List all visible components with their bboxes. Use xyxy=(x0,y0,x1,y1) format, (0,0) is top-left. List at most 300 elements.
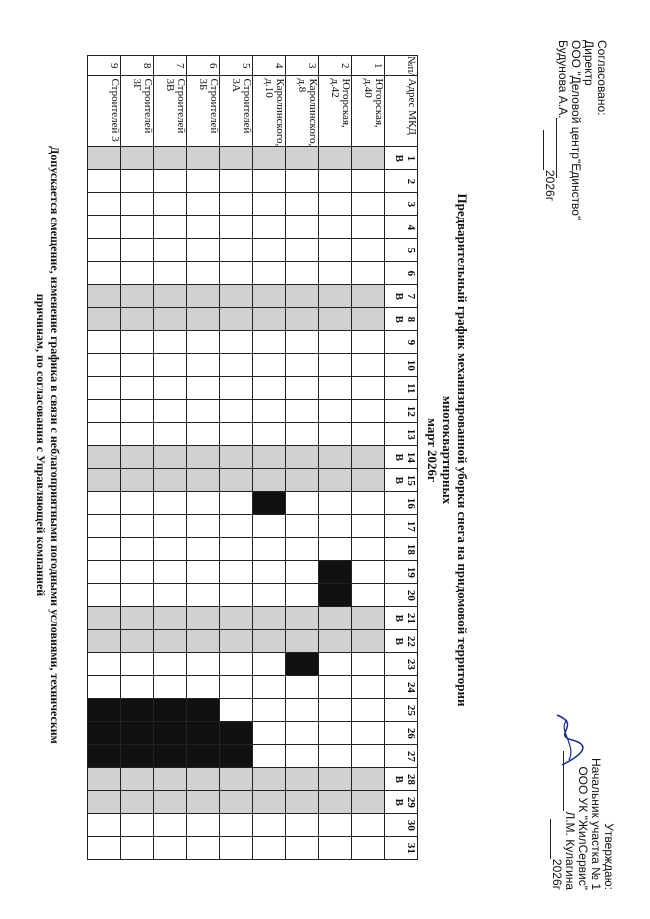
cell-empty xyxy=(121,216,154,239)
cell-empty xyxy=(88,561,121,584)
cell-empty xyxy=(253,170,286,193)
cell-empty xyxy=(154,538,187,561)
cell-empty xyxy=(352,239,385,262)
cell-empty xyxy=(253,216,286,239)
cell-empty xyxy=(352,630,385,653)
cell-empty xyxy=(319,515,352,538)
approval-left-line3: ООО "Деловой центр"Единство" xyxy=(569,40,583,221)
day-number: 28 xyxy=(405,773,417,785)
cell-empty xyxy=(187,676,220,699)
cell-empty xyxy=(253,423,286,446)
cell-empty xyxy=(286,791,319,814)
row-number: 2 xyxy=(319,56,352,76)
cell-empty xyxy=(319,262,352,285)
weekend-mark: В xyxy=(393,292,405,300)
cell-scheduled xyxy=(88,722,121,745)
header-day-25 xyxy=(385,699,418,722)
cell-empty xyxy=(187,607,220,630)
cell-empty xyxy=(220,607,253,630)
cell-empty xyxy=(286,561,319,584)
cell-empty xyxy=(88,607,121,630)
cell-empty xyxy=(286,400,319,423)
cell-empty xyxy=(319,170,352,193)
cell-empty xyxy=(286,676,319,699)
header-day-5 xyxy=(385,239,418,262)
cell-empty xyxy=(187,791,220,814)
day-number: 17 xyxy=(405,520,417,532)
cell-empty xyxy=(286,699,319,722)
cell-empty xyxy=(88,354,121,377)
day-number: 6 xyxy=(405,270,417,277)
cell-scheduled xyxy=(286,653,319,676)
cell-empty xyxy=(154,492,187,515)
cell-empty xyxy=(154,193,187,216)
row-address: Каролинского, д.10 xyxy=(253,76,286,147)
approval-left-year: 2026г xyxy=(543,40,556,300)
cell-empty xyxy=(187,239,220,262)
cell-empty xyxy=(352,791,385,814)
cell-empty xyxy=(352,262,385,285)
cell-empty xyxy=(220,515,253,538)
row-address: Югорская, д.42 xyxy=(319,76,352,147)
day-number: 5 xyxy=(405,247,417,254)
header-day-19 xyxy=(385,561,418,584)
cell-empty xyxy=(220,354,253,377)
weekend-mark: В xyxy=(393,476,405,484)
cell-empty xyxy=(121,193,154,216)
cell-empty xyxy=(253,193,286,216)
approval-left-line1: Согласовано: xyxy=(595,40,609,116)
cell-empty xyxy=(187,262,220,285)
cell-empty xyxy=(220,837,253,860)
cell-scheduled xyxy=(121,745,154,768)
table-row xyxy=(352,56,385,860)
cell-empty xyxy=(88,239,121,262)
cell-empty xyxy=(121,814,154,837)
title-line2: март 2026г xyxy=(425,418,440,482)
cell-empty xyxy=(187,814,220,837)
day-number: 20 xyxy=(405,589,417,601)
day-number: 7 xyxy=(405,293,417,300)
cell-empty xyxy=(121,791,154,814)
cell-empty xyxy=(154,515,187,538)
cell-empty xyxy=(121,630,154,653)
cell-empty xyxy=(88,285,121,308)
cell-scheduled xyxy=(319,584,352,607)
cell-empty xyxy=(220,147,253,170)
cell-empty xyxy=(253,791,286,814)
cell-empty xyxy=(88,308,121,331)
cell-empty xyxy=(220,285,253,308)
cell-empty xyxy=(121,147,154,170)
cell-empty xyxy=(154,170,187,193)
cell-empty xyxy=(220,791,253,814)
header-day-1 xyxy=(385,147,418,170)
cell-empty xyxy=(220,630,253,653)
cell-empty xyxy=(187,768,220,791)
document-title xyxy=(425,150,470,750)
approval-right-name: Л.М. Кулагина xyxy=(563,811,577,890)
cell-scheduled xyxy=(121,699,154,722)
cell-empty xyxy=(319,446,352,469)
cell-empty xyxy=(88,492,121,515)
cell-empty xyxy=(220,584,253,607)
approval-left-name: Будунова А.А. xyxy=(556,40,570,119)
cell-empty xyxy=(121,354,154,377)
row-number: 8 xyxy=(121,56,154,76)
cell-empty xyxy=(319,630,352,653)
header-day-3 xyxy=(385,193,418,216)
header-day-9 xyxy=(385,331,418,354)
cell-empty xyxy=(352,446,385,469)
header-day-7 xyxy=(385,285,418,308)
cell-empty xyxy=(88,791,121,814)
day-number: 18 xyxy=(405,543,417,555)
cell-scheduled xyxy=(187,722,220,745)
cell-empty xyxy=(154,607,187,630)
cell-empty xyxy=(286,722,319,745)
day-number: 23 xyxy=(405,658,417,670)
cell-empty xyxy=(352,423,385,446)
cell-empty xyxy=(286,492,319,515)
cell-empty xyxy=(352,331,385,354)
row-address: Строителей 3В xyxy=(154,76,187,147)
cell-empty xyxy=(154,216,187,239)
cell-empty xyxy=(319,216,352,239)
row-address: Каролинского, д.8 xyxy=(286,76,319,147)
cell-empty xyxy=(220,216,253,239)
cell-empty xyxy=(187,170,220,193)
table-body xyxy=(88,56,385,860)
cell-empty xyxy=(319,607,352,630)
cell-empty xyxy=(352,676,385,699)
cell-empty xyxy=(352,400,385,423)
cell-empty xyxy=(286,630,319,653)
approval-block-left xyxy=(543,40,608,300)
table-row xyxy=(121,56,154,860)
cell-empty xyxy=(121,492,154,515)
cell-empty xyxy=(220,676,253,699)
cell-empty xyxy=(253,446,286,469)
day-number: 26 xyxy=(405,727,417,739)
weekend-mark: В xyxy=(393,798,405,806)
cell-empty xyxy=(154,653,187,676)
cell-empty xyxy=(220,262,253,285)
cell-empty xyxy=(121,538,154,561)
cell-empty xyxy=(220,699,253,722)
cell-empty xyxy=(121,423,154,446)
row-address: Строителей 3 xyxy=(88,76,121,147)
cell-empty xyxy=(88,331,121,354)
cell-empty xyxy=(187,285,220,308)
table-row xyxy=(286,56,319,860)
cell-scheduled xyxy=(319,561,352,584)
weekend-mark: В xyxy=(393,775,405,783)
cell-empty xyxy=(253,653,286,676)
cell-empty xyxy=(352,170,385,193)
cell-scheduled xyxy=(88,745,121,768)
cell-empty xyxy=(220,423,253,446)
header-day-22 xyxy=(385,630,418,653)
cell-empty xyxy=(253,469,286,492)
cell-empty xyxy=(154,837,187,860)
header-day-8 xyxy=(385,308,418,331)
cell-empty xyxy=(187,446,220,469)
cell-empty xyxy=(154,400,187,423)
cell-empty xyxy=(88,768,121,791)
cell-empty xyxy=(319,722,352,745)
cell-empty xyxy=(88,676,121,699)
cell-empty xyxy=(286,239,319,262)
approval-right-line1: Утверждаю: xyxy=(602,823,616,890)
cell-empty xyxy=(286,170,319,193)
cell-empty xyxy=(253,515,286,538)
day-number: 24 xyxy=(405,681,417,693)
day-number: 19 xyxy=(405,566,417,578)
cell-scheduled xyxy=(154,722,187,745)
cell-empty xyxy=(154,791,187,814)
cell-empty xyxy=(352,584,385,607)
table-row xyxy=(154,56,187,860)
cell-empty xyxy=(253,262,286,285)
cell-empty xyxy=(88,584,121,607)
cell-empty xyxy=(286,837,319,860)
cell-empty xyxy=(253,377,286,400)
cell-empty xyxy=(220,492,253,515)
cell-empty xyxy=(187,653,220,676)
cell-scheduled xyxy=(220,722,253,745)
cell-empty xyxy=(187,400,220,423)
cell-empty xyxy=(187,354,220,377)
day-number: 14 xyxy=(405,451,417,463)
cell-empty xyxy=(154,285,187,308)
cell-empty xyxy=(220,538,253,561)
cell-empty xyxy=(286,147,319,170)
cell-empty xyxy=(220,170,253,193)
cell-empty xyxy=(121,377,154,400)
cell-empty xyxy=(253,354,286,377)
cell-scheduled xyxy=(88,699,121,722)
cell-empty xyxy=(352,492,385,515)
cell-empty xyxy=(187,630,220,653)
weekend-mark: В xyxy=(393,453,405,461)
header-day-2 xyxy=(385,170,418,193)
cell-empty xyxy=(286,216,319,239)
header-day-11 xyxy=(385,377,418,400)
cell-empty xyxy=(154,584,187,607)
day-number: 9 xyxy=(405,339,417,346)
cell-empty xyxy=(187,515,220,538)
cell-empty xyxy=(319,377,352,400)
cell-empty xyxy=(352,377,385,400)
header-day-20 xyxy=(385,584,418,607)
cell-empty xyxy=(220,446,253,469)
table-row xyxy=(187,56,220,860)
row-number: 7 xyxy=(154,56,187,76)
row-number: 1 xyxy=(352,56,385,76)
cell-empty xyxy=(187,538,220,561)
cell-empty xyxy=(220,469,253,492)
cell-scheduled xyxy=(187,745,220,768)
signature-scribble-icon xyxy=(547,710,587,770)
cell-empty xyxy=(121,331,154,354)
cell-empty xyxy=(88,377,121,400)
signature-line xyxy=(556,118,567,178)
cell-empty xyxy=(253,699,286,722)
cell-scheduled xyxy=(154,745,187,768)
approval-block-right xyxy=(550,690,615,890)
weekend-mark: В xyxy=(393,614,405,622)
footnote-line2: причинам, по согласования с Управляющей компанией xyxy=(34,293,48,597)
cell-empty xyxy=(121,170,154,193)
cell-empty xyxy=(121,768,154,791)
row-address: Строителей 3Г xyxy=(121,76,154,147)
cell-scheduled xyxy=(253,492,286,515)
day-number: 2 xyxy=(405,178,417,185)
approval-left-signature xyxy=(556,40,569,300)
header-day-28 xyxy=(385,768,418,791)
cell-empty xyxy=(319,147,352,170)
footnote xyxy=(34,55,62,835)
cell-empty xyxy=(154,147,187,170)
cell-empty xyxy=(253,331,286,354)
day-number: 12 xyxy=(405,405,417,417)
cell-empty xyxy=(286,377,319,400)
cell-empty xyxy=(154,630,187,653)
cell-empty xyxy=(187,469,220,492)
cell-empty xyxy=(121,400,154,423)
approval-right-line2: Начальник участка № 1 xyxy=(589,758,603,890)
cell-empty xyxy=(88,446,121,469)
header-day-27 xyxy=(385,745,418,768)
cell-empty xyxy=(319,837,352,860)
cell-empty xyxy=(220,400,253,423)
cell-empty xyxy=(319,492,352,515)
approval-right-line3: ООО УК "ЖилСервис" xyxy=(576,766,590,890)
cell-empty xyxy=(187,561,220,584)
cell-empty xyxy=(253,814,286,837)
cell-empty xyxy=(154,561,187,584)
table-row xyxy=(319,56,352,860)
signature-line xyxy=(550,819,561,859)
row-number: 9 xyxy=(88,56,121,76)
cell-empty xyxy=(286,814,319,837)
cell-empty xyxy=(187,147,220,170)
header-day-10 xyxy=(385,354,418,377)
cell-empty xyxy=(286,768,319,791)
cell-empty xyxy=(187,331,220,354)
table-row xyxy=(220,56,253,860)
cell-empty xyxy=(88,262,121,285)
cell-empty xyxy=(121,584,154,607)
header-day-31 xyxy=(385,837,418,860)
cell-empty xyxy=(88,400,121,423)
header-day-13 xyxy=(385,423,418,446)
cell-empty xyxy=(154,262,187,285)
cell-empty xyxy=(88,630,121,653)
day-number: 29 xyxy=(405,796,417,808)
day-number: 11 xyxy=(405,383,417,394)
cell-empty xyxy=(253,676,286,699)
cell-empty xyxy=(154,354,187,377)
cell-empty xyxy=(286,446,319,469)
signature-line xyxy=(543,130,554,170)
weekend-mark: В xyxy=(393,154,405,162)
cell-empty xyxy=(154,377,187,400)
cell-empty xyxy=(319,423,352,446)
header-day-4 xyxy=(385,216,418,239)
row-number: 5 xyxy=(220,56,253,76)
day-number: 1 xyxy=(405,155,417,162)
cell-empty xyxy=(88,814,121,837)
cell-empty xyxy=(319,699,352,722)
cell-empty xyxy=(352,469,385,492)
day-number: 25 xyxy=(405,704,417,716)
cell-empty xyxy=(253,722,286,745)
day-number: 22 xyxy=(405,635,417,647)
cell-empty xyxy=(121,469,154,492)
cell-empty xyxy=(121,239,154,262)
cell-empty xyxy=(154,423,187,446)
header-day-24 xyxy=(385,676,418,699)
day-number: 30 xyxy=(405,819,417,831)
cell-empty xyxy=(187,423,220,446)
weekend-mark: В xyxy=(393,315,405,323)
cell-empty xyxy=(88,193,121,216)
cell-empty xyxy=(121,308,154,331)
cell-empty xyxy=(121,653,154,676)
cell-empty xyxy=(187,308,220,331)
cell-empty xyxy=(352,308,385,331)
row-number: 4 xyxy=(253,56,286,76)
cell-empty xyxy=(88,515,121,538)
approval-left-line2: Директр xyxy=(582,40,596,86)
cell-empty xyxy=(253,400,286,423)
row-number: 3 xyxy=(286,56,319,76)
header-day-14 xyxy=(385,446,418,469)
header-day-30 xyxy=(385,814,418,837)
cell-empty xyxy=(154,768,187,791)
day-number: 13 xyxy=(405,428,417,440)
cell-empty xyxy=(88,653,121,676)
cell-empty xyxy=(154,814,187,837)
cell-empty xyxy=(121,837,154,860)
cell-empty xyxy=(286,423,319,446)
cell-empty xyxy=(88,538,121,561)
cell-empty xyxy=(220,193,253,216)
cell-empty xyxy=(319,285,352,308)
cell-empty xyxy=(121,607,154,630)
cell-empty xyxy=(154,469,187,492)
cell-empty xyxy=(286,607,319,630)
cell-empty xyxy=(352,147,385,170)
cell-empty xyxy=(352,653,385,676)
cell-empty xyxy=(220,561,253,584)
row-address: Строителей 3Б xyxy=(187,76,220,147)
cell-empty xyxy=(253,285,286,308)
schedule-table xyxy=(87,55,418,860)
table-header-row xyxy=(385,56,418,860)
cell-empty xyxy=(253,768,286,791)
cell-empty xyxy=(286,584,319,607)
day-number: 10 xyxy=(405,359,417,371)
cell-empty xyxy=(154,308,187,331)
cell-empty xyxy=(352,538,385,561)
title-line1: Предварительный график механизированной уборки снега на придомовой территории многоквартирных xyxy=(440,193,470,707)
cell-empty xyxy=(88,216,121,239)
cell-empty xyxy=(220,331,253,354)
cell-empty xyxy=(187,193,220,216)
